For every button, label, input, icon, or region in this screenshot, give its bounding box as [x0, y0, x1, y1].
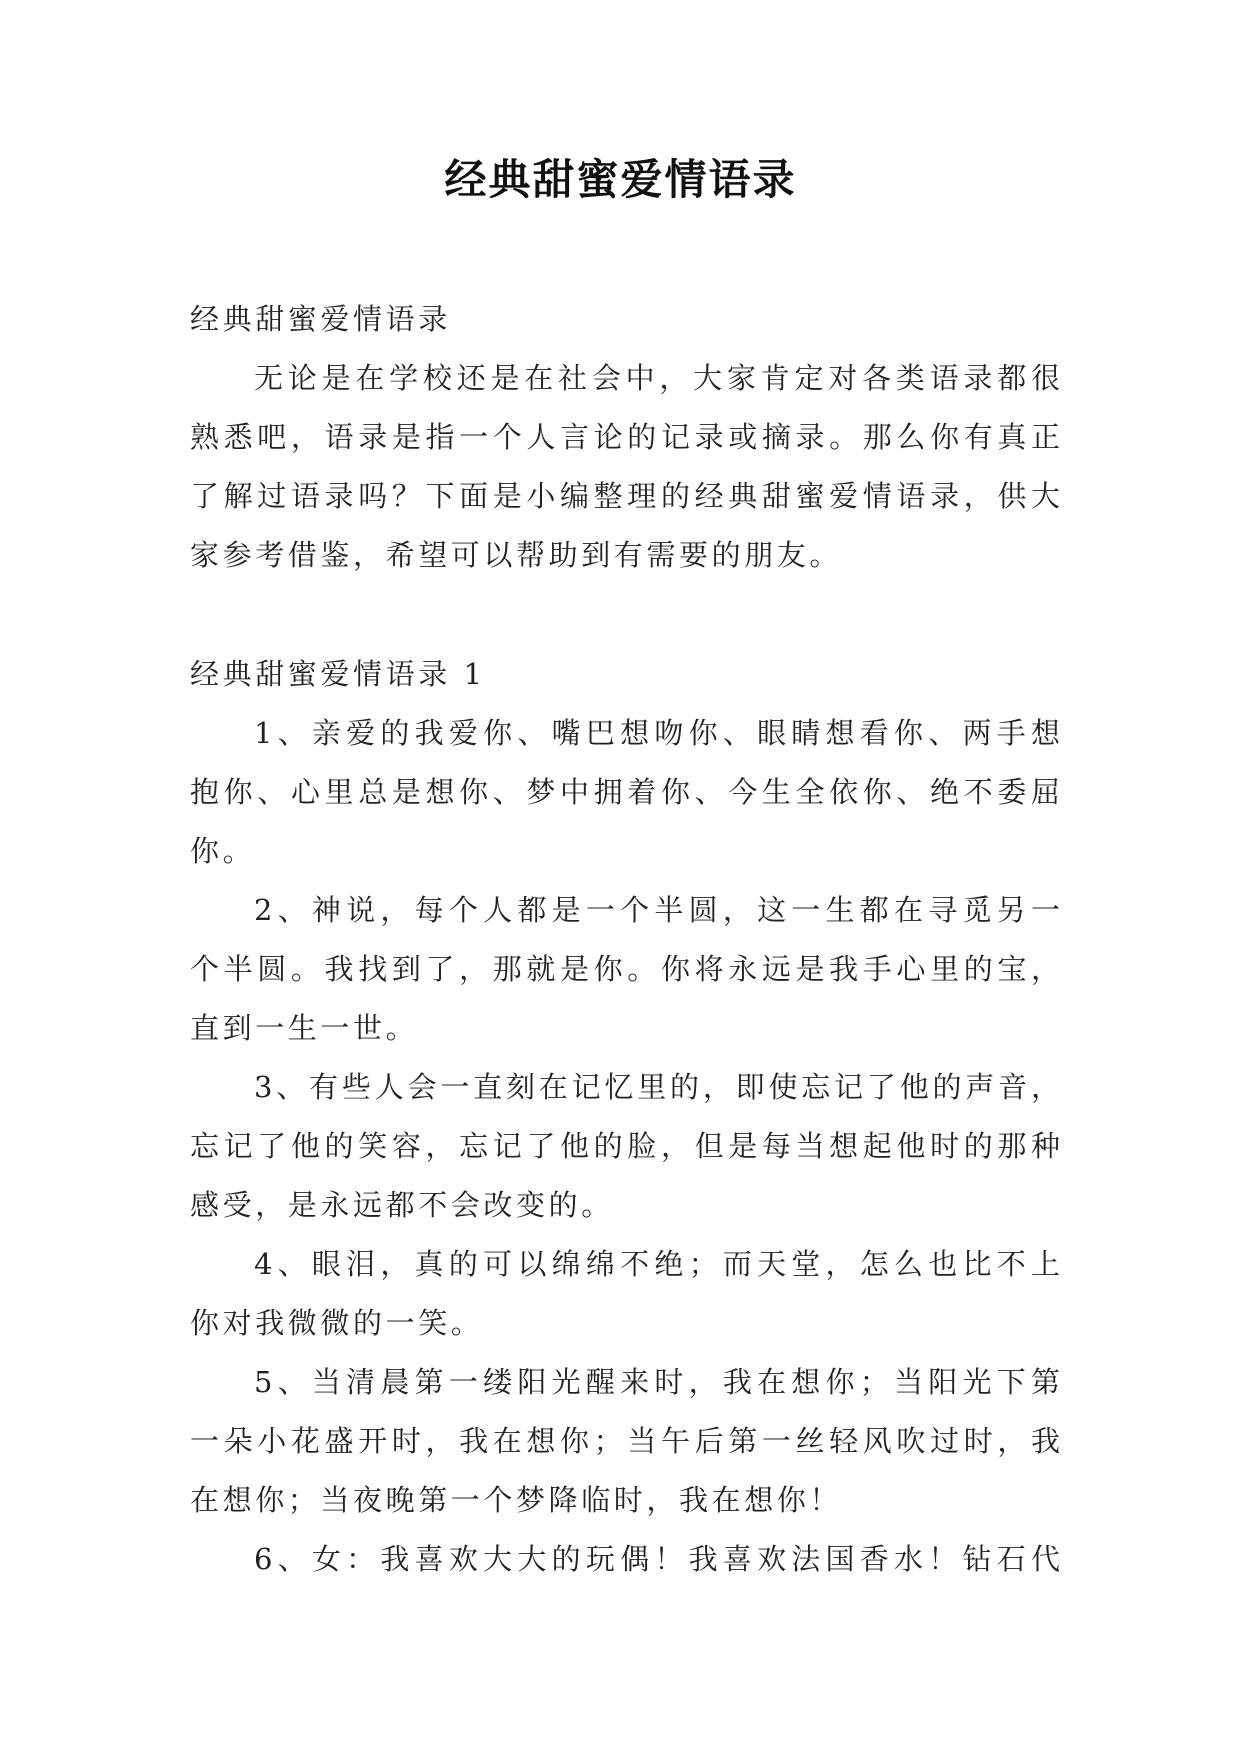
section-heading: 经典甜蜜爱情语录 1: [190, 657, 486, 691]
paragraph-line: 家参考借鉴，希望可以帮助到有需要的朋友。: [190, 538, 843, 572]
document-body: [190, 290, 1060, 1589]
paragraph-line: 个半圆。我找到了，那就是你。你将永远是我手心里的宝，: [190, 952, 1060, 986]
quote-3: [190, 1058, 1060, 1235]
quote-6: [190, 1530, 1060, 1589]
paragraph-line: 在想你；当夜晚第一个梦降临时，我在想你！: [190, 1483, 843, 1517]
paragraph-line: 6、女：我喜欢大大的玩偶！我喜欢法国香水！钻石代: [254, 1542, 1060, 1576]
paragraph-line: 你对我微微的一笑。: [190, 1306, 484, 1340]
intro-paragraph: [190, 349, 1060, 585]
paragraph-line: 忘记了他的笑容，忘记了他的脸，但是每当想起他时的那种: [190, 1129, 1060, 1163]
quote-2: [190, 881, 1060, 1058]
paragraph-line: 了解过语录吗？下面是小编整理的经典甜蜜爱情语录，供大: [190, 479, 1060, 513]
paragraph-line: 直到一生一世。: [190, 1011, 419, 1045]
quote-1: [190, 704, 1060, 881]
paragraph-line: 你。: [190, 834, 256, 868]
paragraph-line: 5、当清晨第一缕阳光醒来时，我在想你；当阳光下第: [254, 1365, 1060, 1399]
quote-4: [190, 1235, 1060, 1353]
paragraph-line: 3、有些人会一直刻在记忆里的，即使忘记了他的声音，: [254, 1070, 1060, 1104]
document-heading: 经典甜蜜爱情语录: [190, 302, 451, 336]
paragraph-line: 感受，是永远都不会改变的。: [190, 1188, 614, 1222]
paragraph-line: 熟悉吧，语录是指一个人言论的记录或摘录。那么你有真正: [190, 420, 1060, 454]
paragraph-line: 2、神说，每个人都是一个半圆，这一生都在寻觅另一: [254, 893, 1060, 927]
paragraph-line: 4、眼泪，真的可以绵绵不绝；而天堂，怎么也比不上: [254, 1247, 1060, 1281]
paragraph-line: 抱你、心里总是想你、梦中拥着你、今生全依你、绝不委屈: [190, 775, 1060, 809]
quote-5: [190, 1353, 1060, 1530]
paragraph-gap: [190, 585, 1060, 645]
paragraph-line: 1、亲爱的我爱你、嘴巴想吻你、眼睛想看你、两手想: [254, 716, 1060, 750]
document-title: 经典甜蜜爱情语录: [444, 155, 797, 204]
paragraph-line: 无论是在学校还是在社会中，大家肯定对各类语录都很: [254, 361, 1060, 395]
paragraph-line: 一朵小花盛开时，我在想你；当午后第一丝轻风吹过时，我: [190, 1424, 1060, 1458]
